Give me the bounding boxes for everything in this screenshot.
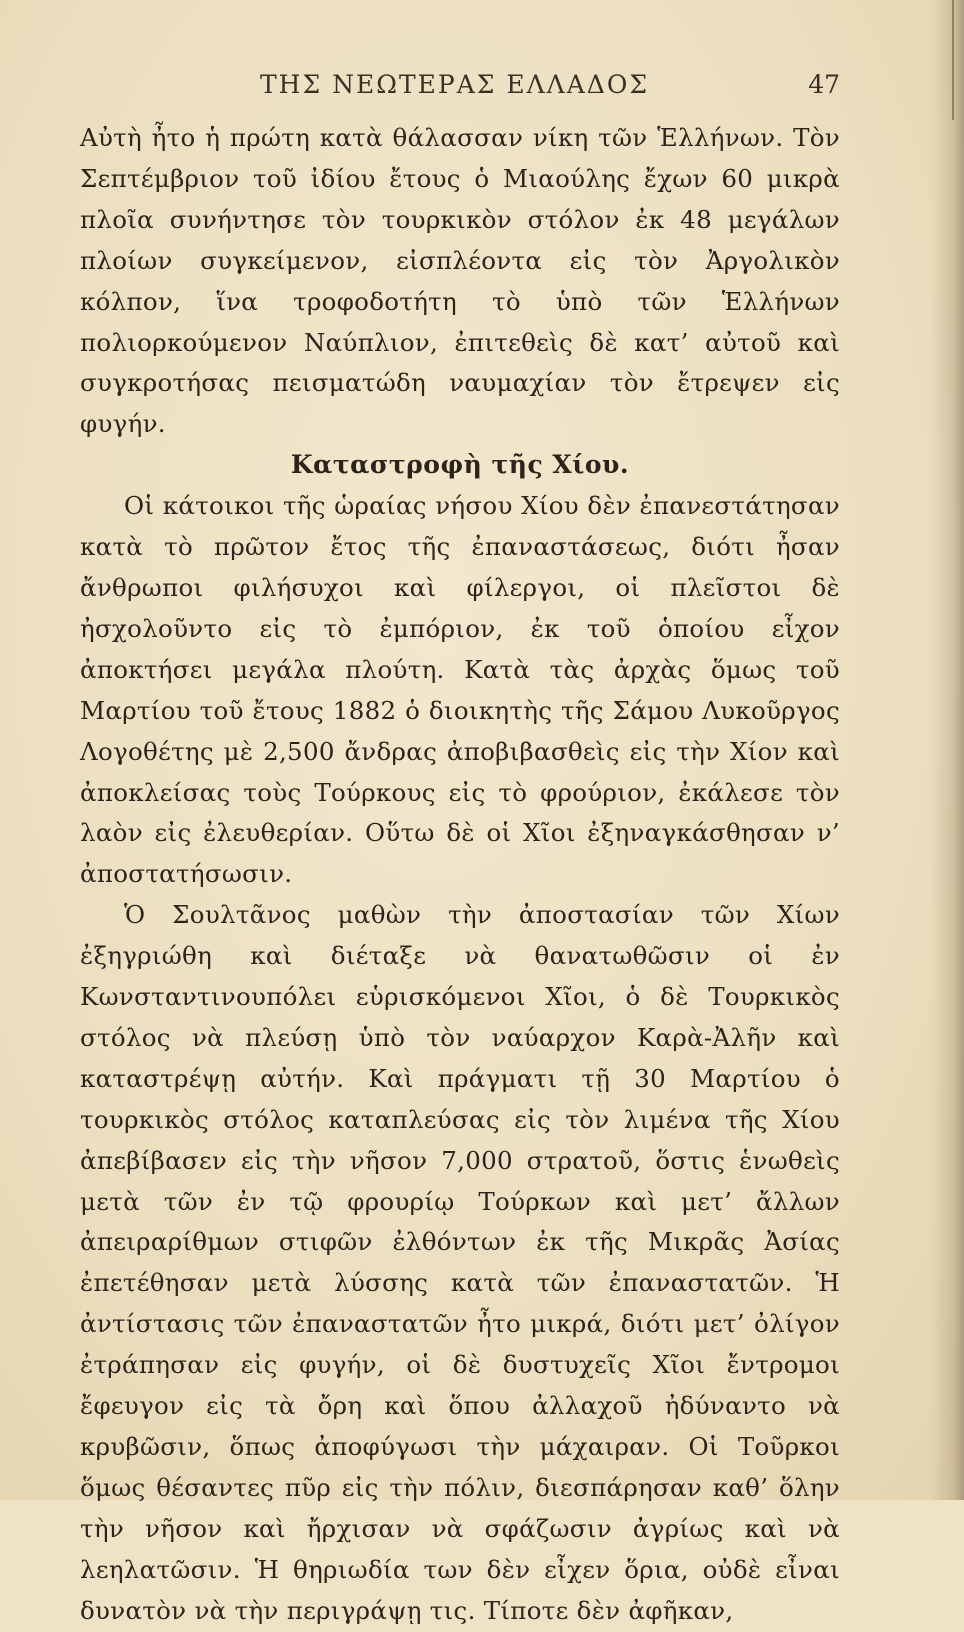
page-number: 47 [808, 70, 840, 99]
paragraph-1: Αὐτὴ ἦτο ἡ πρώτη κατὰ θάλασσαν νίκη τῶν Ἑλλήνων. Τὸν Σεπτέμβριον τοῦ ἰδίου ἔτους ὁ Μιαούλης ἔχων 60 μικρὰ πλοῖα συνήντησε τὸν τουρκικὸν στόλον ἐκ 48 μεγάλων πλοίων συγκείμενον, εἰσπλέοντα εἰς τὸν Ἀργολικὸν κόλπον, ἵνα τροφοδοτήτη τὸ ὑπὸ τῶν Ἑλλήνων πολιορκούμενον Ναύπλιον, ἐπιτεθεὶς δὲ κατ’ αὐτοῦ καὶ συγκροτήσας πεισματώδη ναυμαχίαν τὸν ἔτρεψεν εἰς φυγήν. [80, 123, 840, 439]
section-heading: Καταστροφὴ τῆς Χίου. [290, 450, 630, 480]
paragraph-2: Οἱ κάτοικοι τῆς ὡραίας νήσου Χίου δὲν ἐπανεστάτησαν κατὰ τὸ πρῶτον ἔτος τῆς ἐπαναστάσεως, διότι ἦσαν ἄνθρωποι φιλήσυχοι καὶ φίλεργοι, οἱ πλεῖστοι δὲ ἠσχολοῦντο εἰς τὸ ἐμπόριον, ἐκ τοῦ ὁποίου εἶχον ἀποκτήσει μεγάλα πλούτη. Κατὰ τὰς ἀρχὰς ὅμως τοῦ Μαρτίου τοῦ ἔτους 1882 ὁ διοικητὴς τῆς Σάμου Λυκοῦργος Λογοθέτης μὲ 2,500 ἄνδρας ἀποβιβασθεὶς εἰς τὴν Χίον καὶ ἀποκλείσας τοὺς Τούρκους εἰς τὸ φρούριον, ἐκάλεσε τὸν λαὸν εἰς ἐλευθερίαν. Οὕτω δὲ οἱ Χῖοι ἐξηναγκάσθησαν ν’ ἀποστατήσωσιν. [80, 491, 840, 889]
page-edge-shadow [930, 0, 964, 1500]
body-text [80, 118, 840, 1632]
running-header [80, 70, 840, 104]
paragraph-3: Ὁ Σουλτᾶνος μαθὼν τὴν ἀποστασίαν τῶν Χίων ἐξηγριώθη καὶ διέταξε νὰ θανατωθῶσιν οἱ ἐν Κωνσταντινουπόλει εὑρισκόμενοι Χῖοι, ὁ δὲ Τουρκικὸς στόλος νὰ πλεύσῃ ὑπὸ τὸν ναύαρχον Καρὰ-Ἀλῆν καὶ καταστρέψῃ αὐτήν. Καὶ πράγματι τῇ 30 Μαρτίου ὁ τουρκικὸς στόλος καταπλεύσας εἰς τὸν λιμένα τῆς Χίου ἀπεβίβασεν εἰς τὴν νῆσον 7,000 στρατοῦ, ὅστις ἑνωθεὶς μετὰ τῶν ἐν τῷ φρουρίῳ Τούρκων καὶ μετ’ ἄλλων ἀπειραρίθμων στιφῶν ἐλθόντων ἐκ τῆς Μικρᾶς Ἀσίας ἐπετέθησαν μετὰ λύσσης κατὰ τῶν ἐπαναστατῶν. Ἡ ἀντίστασις τῶν ἐπαναστατῶν ἦτο μικρά, διότι μετ’ ὀλίγον ἐτράπησαν εἰς φυγήν, οἱ δὲ δυστυχεῖς Χῖοι ἔντρομοι ἔφευγον εἰς τὰ ὄρη καὶ ὅπου ἀλλαχοῦ ἠδύναντο νὰ κρυβῶσιν, ὅπως ἀποφύγωσι τὴν μάχαιραν. Οἱ Τοῦρκοι ὅμως θέσαντες πῦρ εἰς τὴν πόλιν, διεσπάρησαν καθ’ ὅλην τὴν νῆσον καὶ ἤρχισαν νὰ σφάζωσιν ἀγρίως καὶ νὰ λεηλατῶσιν. Ἡ θηριωδία των δὲν εἶχεν ὅρια, οὐδὲ εἶναι δυνατὸν νὰ τὴν περιγράψῃ τις. Τίποτε δὲν ἀφῆκαν, [80, 900, 840, 1625]
running-title: ΤΗΣ ΝΕΩΤΕΡΑΣ ΕΛΛΑΔΟΣ [260, 70, 650, 99]
page-edge-mark [952, 0, 954, 120]
